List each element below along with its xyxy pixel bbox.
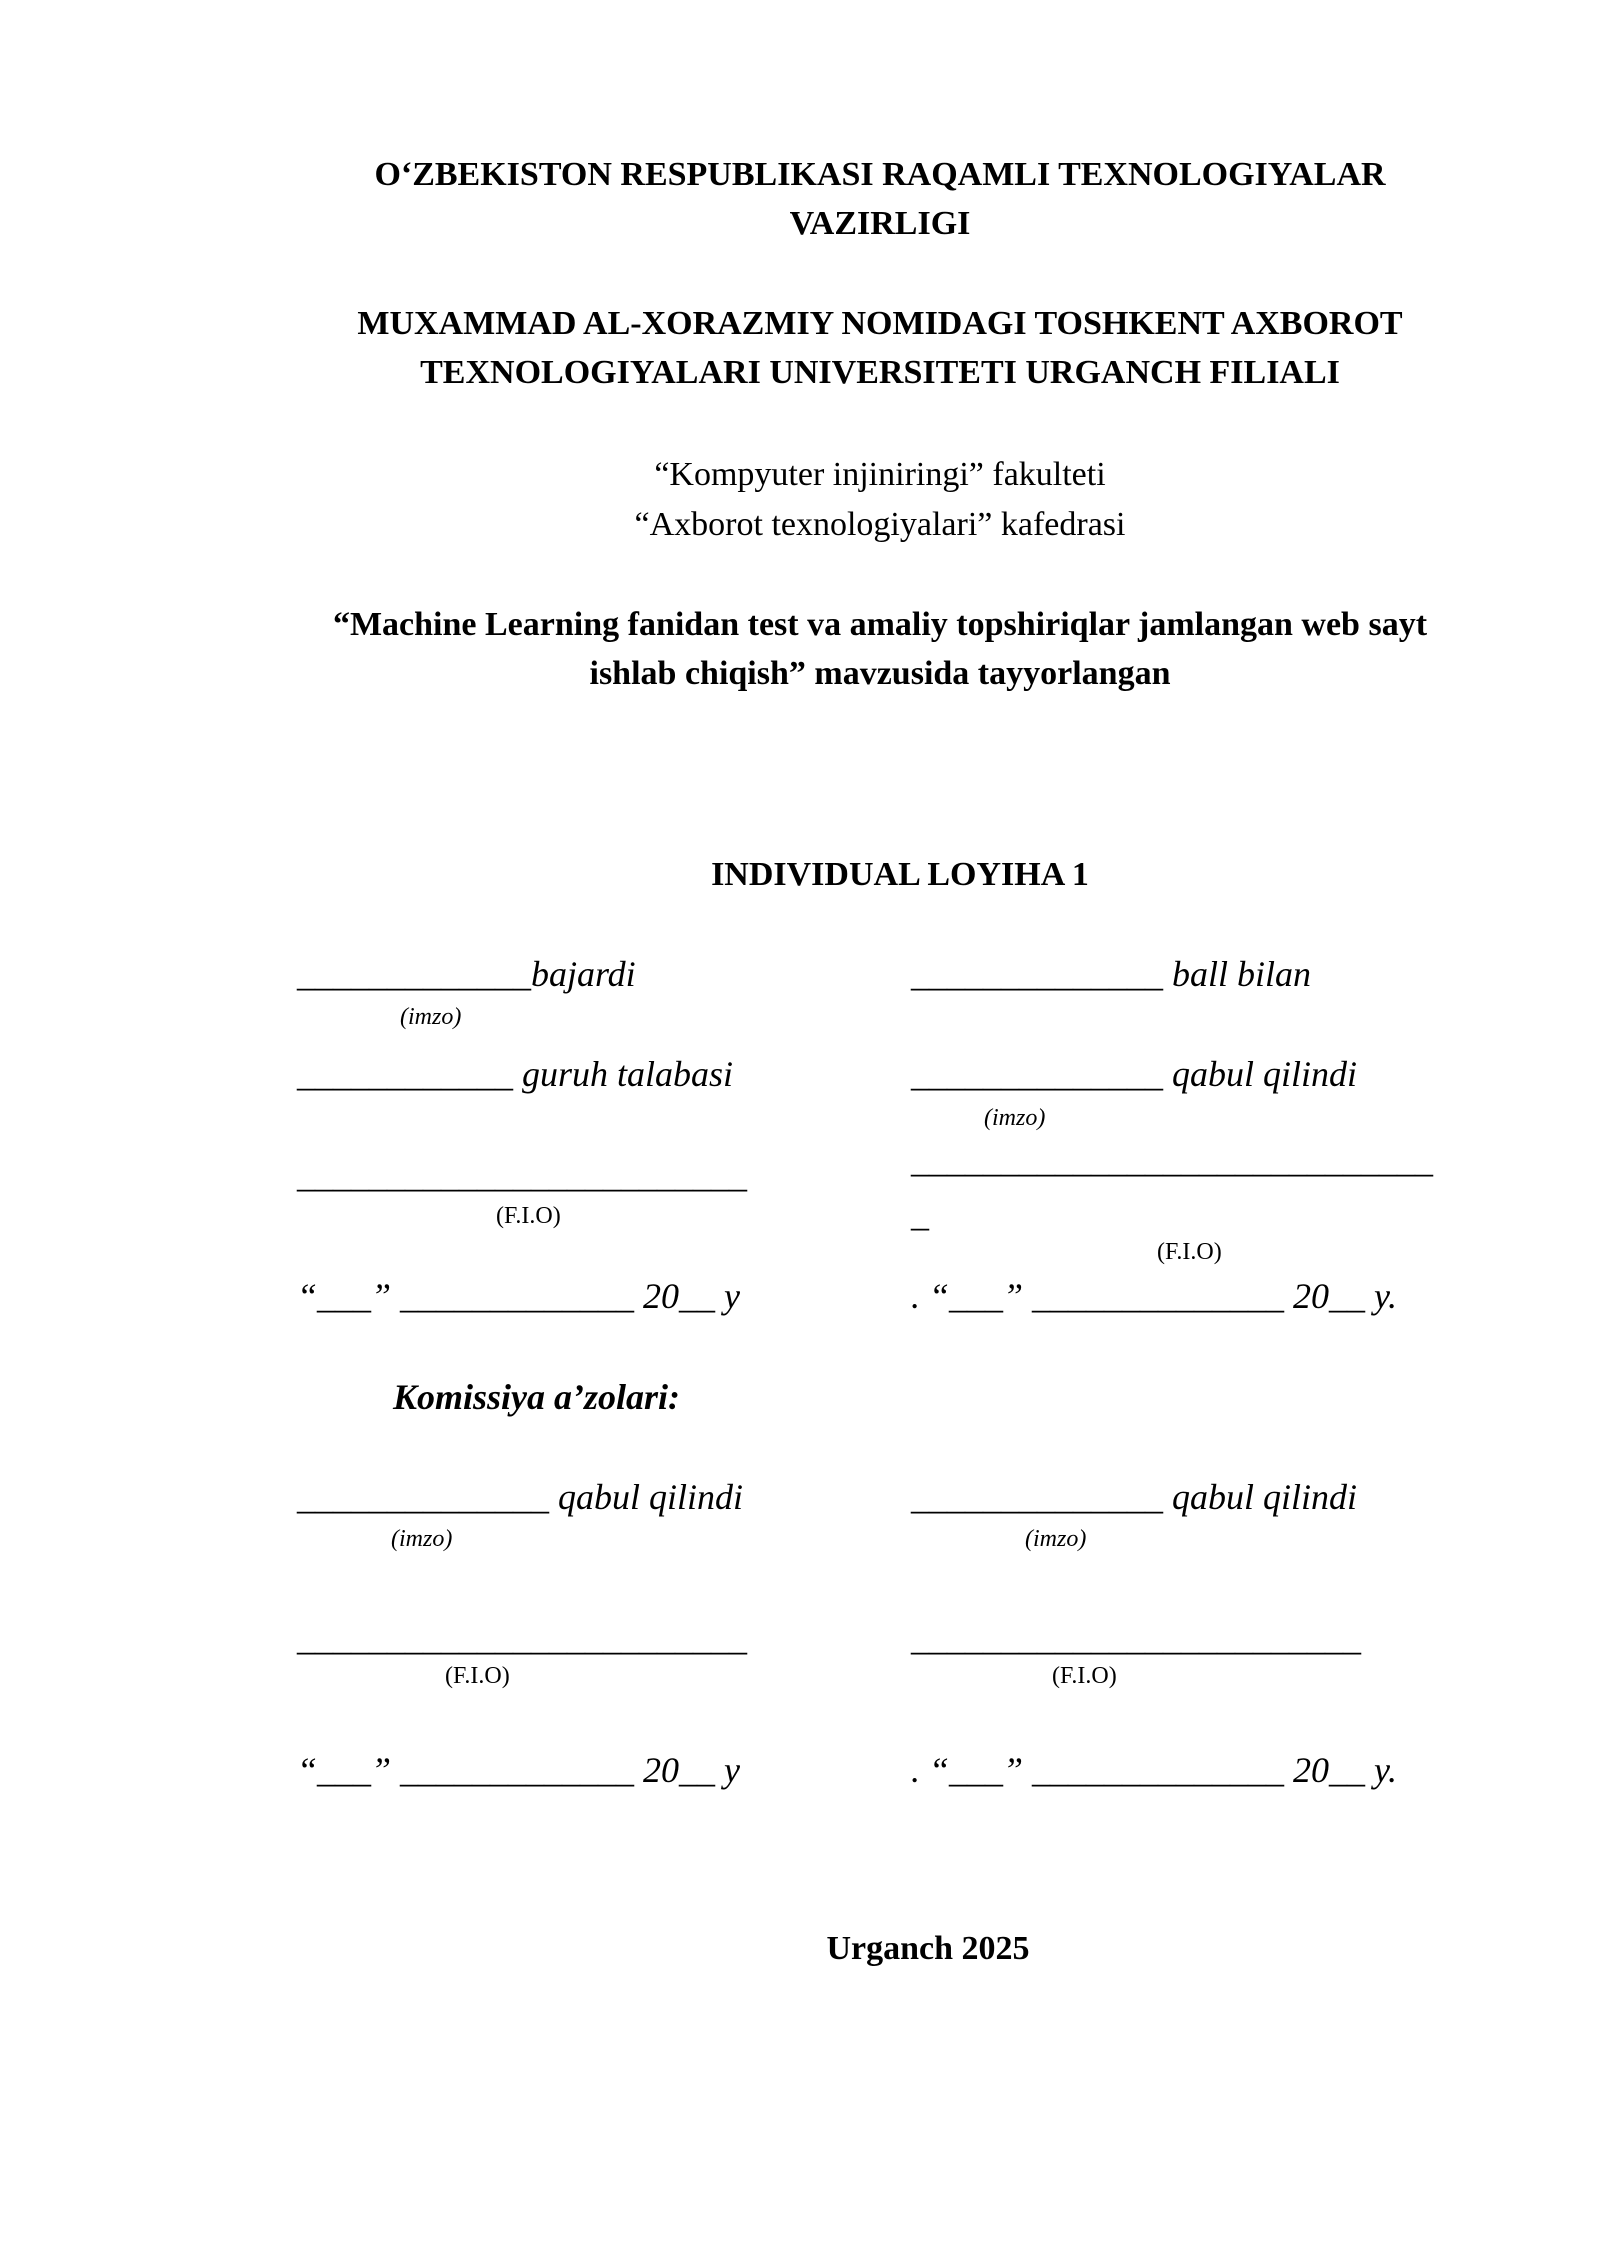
commission-right-signature-hint: (imzo): [1025, 1526, 1087, 1552]
acceptor-name-line: _____________________________: [911, 1140, 1433, 1180]
group-student-line: ____________ guruh talabasi: [297, 1054, 734, 1094]
commission-right-name-line: _________________________: [911, 1618, 1361, 1658]
commission-left-accepted-line: ______________ qabul qilindi: [297, 1477, 744, 1517]
accepted-line: ______________ qabul qilindi: [911, 1054, 1358, 1094]
score-line: ______________ ball bilan: [911, 954, 1312, 994]
topic-line1: “Machine Learning fanidan test va amaliy topshiriqlar jamlangan web sayt: [332, 606, 1428, 643]
student-signature-hint: (imzo): [400, 1004, 462, 1030]
acceptor-date-line: . “___” ______________ 20__ y.: [911, 1276, 1398, 1316]
performed-line: _____________bajardi: [297, 954, 636, 994]
commission-left-signature-hint: (imzo): [391, 1526, 453, 1552]
commission-left-name-hint: (F.I.O): [445, 1663, 510, 1689]
ministry-title-line2: VAZIRLIGI: [789, 205, 971, 242]
ministry-title-line1: O‘ZBEKISTON RESPUBLIKASI RAQAMLI TEXNOLOGIYALAR: [374, 156, 1386, 193]
university-title-line1: MUXAMMAD AL-XORAZMIY NOMIDAGI TOSHKENT AXBOROT: [357, 305, 1403, 342]
project-title: INDIVIDUAL LOYIHA 1: [711, 856, 1089, 893]
commission-left-date-line: “___” _____________ 20__ y: [297, 1750, 741, 1790]
commission-left-name-line: _________________________: [297, 1618, 747, 1658]
acceptor-signature-hint: (imzo): [984, 1105, 1046, 1131]
faculty-name: “Kompyuter injiniringi” fakulteti: [654, 456, 1106, 493]
commission-right-date-line: . “___” ______________ 20__ y.: [911, 1750, 1398, 1790]
acceptor-name-line-tail: _: [911, 1194, 929, 1234]
commission-right-accepted-line: ______________ qabul qilindi: [911, 1477, 1358, 1517]
department-name: “Axborot texnologiyalari” kafedrasi: [634, 506, 1126, 543]
acceptor-name-hint: (F.I.O): [1157, 1239, 1222, 1265]
student-name-hint: (F.I.O): [496, 1203, 561, 1229]
student-name-line: _________________________: [297, 1155, 747, 1195]
commission-heading: Komissiya a’zolari:: [393, 1377, 681, 1417]
university-title-line2: TEXNOLOGIYALARI UNIVERSITETI URGANCH FILIALI: [420, 354, 1340, 391]
city-year: Urganch 2025: [826, 1930, 1030, 1967]
topic-line2: ishlab chiqish” mavzusida tayyorlangan: [589, 655, 1171, 692]
commission-right-name-hint: (F.I.O): [1052, 1663, 1117, 1689]
student-date-line: “___” _____________ 20__ y: [297, 1276, 741, 1316]
